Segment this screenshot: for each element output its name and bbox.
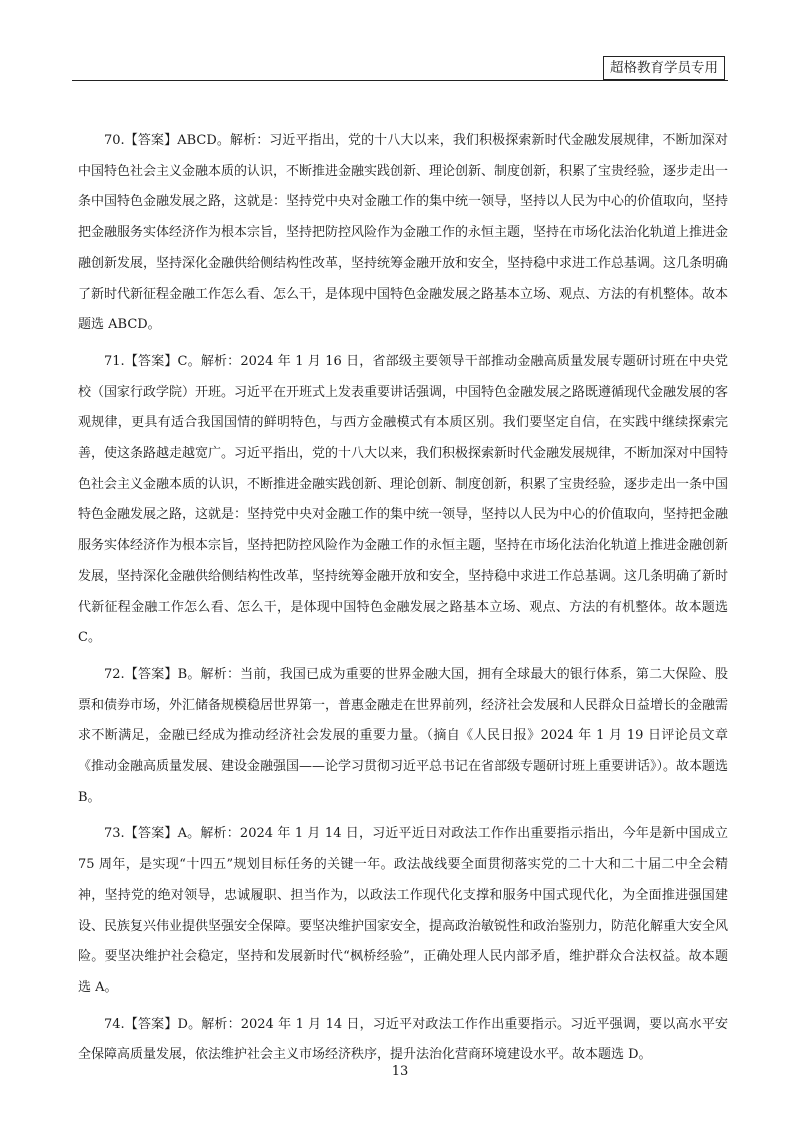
answer-71: 71.【答案】C。解析：2024 年 1 月 16 日，省部级主要领导干部推动金融高质量发展专题研讨班在中央党校（国家行政学院）开班。习近平在开班式上发表重要讲话强调，中国特色金融发展之路既遵循现代金融发展的客观规律，更具有适合我国国情的鲜明特色，与西方金融模式有本质区别。我们要坚定自信，在实践中继续探索完善，使这条路越走越宽广。习近平指出，党的十八大以来，我们积极探索新时代金融发展规律，不断加深对中国特色社会主义金融本质的认识，不断推进金融实践创新、理论创新、制度创新，积累了宝贵经验，逐步走出一条中国特色金融发展之路，这就是：坚持党中央对金融工作的集中统一领导，坚持以人民为中心的价值取向，坚持把金融服务实体经济作为根本宗旨，坚持把防控风险作为金融工作的永恒主题，坚持在市场化法治化轨道上推进金融创新发展，坚持深化金融供给侧结构性改革，坚持统筹金融开放和安全，坚持稳中求进工作总基调。这几条明确了新时代新征程金融工作怎么看、怎么干，是体现中国特色金融发展之路基本立场、观点、方法的有机整体。故本题选 C。 — [78, 353, 729, 646]
answer-72: 72.【答案】B。解析：当前，我国已成为重要的世界金融大国，拥有全球最大的银行体系，第二大保险、股票和债券市场，外汇储备规模稳居世界第一，普惠金融走在世界前列，经济社会发展和人民群众日益增长的金融需求不断满足，金融已经成为推动经济社会发展的重要力量。（摘自《人民日报》2024 年 1 月 19 日评论员文章《推动金融高质量发展、建设金融强国——论学习贯彻习近平总书记在省部级专题研讨班上重要讲话》）。故本题选 B。 — [78, 666, 729, 805]
answer-74: 74.【答案】D。解析：2024 年 1 月 14 日，习近平对政法工作作出重要指示。习近平强调，要以高水平安全保障高质量发展，依法维护社会主义市场经济秩序，提升法治化营商环境建设水平。故本题选 D。 — [78, 1016, 728, 1063]
page-number: 13 — [391, 1064, 409, 1079]
answer-70: 70.【答案】ABCD。解析：习近平指出，党的十八大以来，我们积极探索新时代金融发展规律，不断加深对中国特色社会主义金融本质的认识，不断推进金融实践创新、理论创新、制度创新，积累了宝贵经验，逐步走出一条中国特色金融发展之路，这就是：坚持党中央对金融工作的集中统一领导，坚持以人民为中心的价值取向，坚持把金融服务实体经济作为根本宗旨，坚持把防控风险作为金融工作的永恒主题，坚持在市场化法治化轨道上推进金融创新发展，坚持深化金融供给侧结构性改革，坚持统筹金融开放和安全，坚持稳中求进工作总基调。这几条明确了新时代新征程金融工作怎么看、怎么干，是体现中国特色金融发展之路基本立场、观点、方法的有机整体。故本题选 ABCD。 — [78, 133, 729, 333]
answer-explanations — [78, 126, 728, 1077]
header-divider — [72, 80, 728, 81]
header-badge: 超格教育学员专用 — [603, 56, 725, 80]
answer-73: 73.【答案】A。解析：2024 年 1 月 14 日，习近平近日对政法工作作出重要指示指出，今年是新中国成立 75 周年，是实现“十四五”规划目标任务的关键一年。政法战线要全面贯彻落实党的二十大和二十届二中全会精神，坚持党的绝对领导，忠诚履职、担当作为，以政法工作现代化支撑和服务中国式现代化，为全面推进强国建设、民族复兴伟业提供坚强安全保障。要坚决维护国家安全，提高政治敏锐性和政治鉴别力，防范化解重大安全风险。要坚决维护社会稳定，坚持和发展新时代“枫桥经验”，正确处理人民内部矛盾，维护群众合法权益。故本题选 A。 — [78, 826, 729, 995]
